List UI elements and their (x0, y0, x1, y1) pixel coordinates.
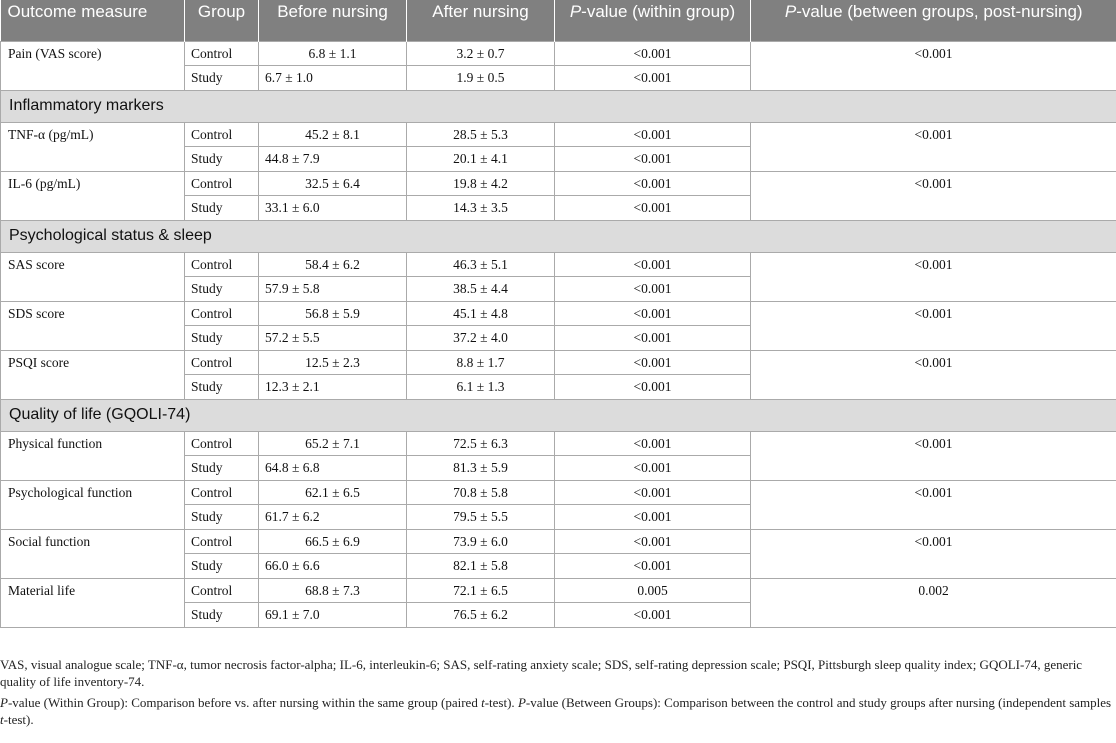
header-p-within (555, 0, 751, 41)
header-outcome-measure: Outcome measure (1, 0, 185, 41)
after-cell: 76.5 ± 6.2 (407, 603, 555, 628)
group-cell: Study (185, 375, 259, 400)
p-italic: P (0, 695, 8, 710)
group-cell: Study (185, 326, 259, 351)
group-cell: Control (185, 529, 259, 554)
after-cell: 37.2 ± 4.0 (407, 326, 555, 351)
before-cell: 56.8 ± 5.9 (259, 301, 407, 326)
p-between-cell: <0.001 (751, 350, 1116, 399)
group-cell: Control (185, 171, 259, 196)
before-cell: 44.8 ± 7.9 (259, 147, 407, 172)
p-within-cell: <0.001 (555, 277, 751, 302)
group-cell: Study (185, 277, 259, 302)
after-cell: 28.5 ± 5.3 (407, 122, 555, 147)
outcome-measure-cell: SDS score (1, 301, 185, 350)
p-within-cell: <0.001 (555, 66, 751, 91)
before-cell: 58.4 ± 6.2 (259, 252, 407, 277)
table-row (1, 529, 1116, 554)
group-cell: Control (185, 301, 259, 326)
table-row (1, 431, 1116, 456)
before-cell: 12.5 ± 2.3 (259, 350, 407, 375)
p-between-cell: <0.001 (751, 171, 1116, 220)
outcome-measure-cell: SAS score (1, 252, 185, 301)
p-within-cell: <0.001 (555, 375, 751, 400)
table-row (1, 171, 1116, 196)
before-cell: 66.5 ± 6.9 (259, 529, 407, 554)
group-cell: Study (185, 505, 259, 530)
after-cell: 73.9 ± 6.0 (407, 529, 555, 554)
before-cell: 33.1 ± 6.0 (259, 196, 407, 221)
t-italic: t (0, 712, 4, 727)
before-cell: 62.1 ± 6.5 (259, 480, 407, 505)
p-within-cell: <0.001 (555, 529, 751, 554)
header-before-nursing: Before nursing (259, 0, 407, 41)
p-within-cell: <0.001 (555, 603, 751, 628)
after-cell: 72.5 ± 6.3 (407, 431, 555, 456)
p-between-cell: <0.001 (751, 252, 1116, 301)
group-cell: Study (185, 603, 259, 628)
before-cell: 61.7 ± 6.2 (259, 505, 407, 530)
section-title: Quality of life (GQOLI-74) (1, 399, 1116, 431)
note-text: -test). (484, 695, 518, 710)
table-row (1, 480, 1116, 505)
group-cell: Study (185, 66, 259, 91)
outcome-measure-cell: Psychological function (1, 480, 185, 529)
group-cell: Control (185, 480, 259, 505)
header-p-between (751, 0, 1116, 41)
p-within-cell: <0.001 (555, 456, 751, 481)
after-cell: 81.3 ± 5.9 (407, 456, 555, 481)
outcome-measure-cell: IL-6 (pg/mL) (1, 171, 185, 220)
p-between-cell: <0.001 (751, 480, 1116, 529)
before-cell: 12.3 ± 2.1 (259, 375, 407, 400)
table-row (1, 41, 1116, 66)
outcome-measure-cell: Social function (1, 529, 185, 578)
table-row (1, 350, 1116, 375)
group-cell: Control (185, 350, 259, 375)
p-within-cell: <0.001 (555, 301, 751, 326)
outcome-measure-cell: Pain (VAS score) (1, 41, 185, 90)
after-cell: 19.8 ± 4.2 (407, 171, 555, 196)
before-cell: 65.2 ± 7.1 (259, 431, 407, 456)
after-cell: 20.1 ± 4.1 (407, 147, 555, 172)
p-italic: P (569, 2, 582, 21)
after-cell: 14.3 ± 3.5 (407, 196, 555, 221)
before-cell: 32.5 ± 6.4 (259, 171, 407, 196)
table-footnotes (0, 656, 1112, 732)
table-row (1, 301, 1116, 326)
before-cell: 6.7 ± 1.0 (259, 66, 407, 91)
before-cell: 57.9 ± 5.8 (259, 277, 407, 302)
outcome-measure-cell: Material life (1, 578, 185, 627)
p-within-cell: 0.005 (555, 578, 751, 603)
p-between-cell: <0.001 (751, 431, 1116, 480)
before-cell: 69.1 ± 7.0 (259, 603, 407, 628)
p-within-cell: <0.001 (555, 480, 751, 505)
p-between-cell: 0.002 (751, 578, 1116, 627)
p-within-cell: <0.001 (555, 122, 751, 147)
after-cell: 82.1 ± 5.8 (407, 554, 555, 579)
after-cell: 46.3 ± 5.1 (407, 252, 555, 277)
p-within-cell: <0.001 (555, 505, 751, 530)
section-row (1, 220, 1116, 252)
p-between-cell: <0.001 (751, 301, 1116, 350)
group-cell: Study (185, 456, 259, 481)
header-after-nursing: After nursing (407, 0, 555, 41)
before-cell: 45.2 ± 8.1 (259, 122, 407, 147)
group-cell: Control (185, 122, 259, 147)
p-italic: P (517, 695, 526, 710)
group-cell: Control (185, 252, 259, 277)
section-row (1, 399, 1116, 431)
group-cell: Control (185, 578, 259, 603)
p-between-cell: <0.001 (751, 529, 1116, 578)
section-title: Psychological status & sleep (1, 220, 1116, 252)
outcome-measure-cell: Physical function (1, 431, 185, 480)
group-cell: Control (185, 41, 259, 66)
after-cell: 70.8 ± 5.8 (407, 480, 555, 505)
after-cell: 79.5 ± 5.5 (407, 505, 555, 530)
p-italic: P (784, 2, 797, 21)
p-value-note (0, 694, 1112, 728)
p-within-cell: <0.001 (555, 326, 751, 351)
table-row (1, 252, 1116, 277)
p-within-cell: <0.001 (555, 147, 751, 172)
abbreviations-note: VAS, visual analogue scale; TNF-α, tumor necrosis factor-alpha; IL-6, interleukin-6; SAS, self-rating anxiety scale; SDS, self-rating depression scale; PSQI, Pittsburgh sleep quality index; GQOLI-74, generic quality of life inventory-74. (0, 657, 1083, 689)
p-between-cell: <0.001 (751, 122, 1116, 171)
note-text: -test). (3, 712, 34, 727)
note-text: -value (Within Group): Comparison before vs. after nursing within the same group (paired (7, 695, 482, 710)
table-row (1, 578, 1116, 603)
after-cell: 6.1 ± 1.3 (407, 375, 555, 400)
p-between-cell: <0.001 (751, 41, 1116, 90)
header-row (1, 0, 1116, 41)
after-cell: 45.1 ± 4.8 (407, 301, 555, 326)
header-p-between-text: -value (between groups, post-nursing) (796, 2, 1083, 21)
after-cell: 8.8 ± 1.7 (407, 350, 555, 375)
outcome-measure-cell: TNF-α (pg/mL) (1, 122, 185, 171)
t-italic: t (481, 695, 485, 710)
section-row (1, 90, 1116, 122)
before-cell: 6.8 ± 1.1 (259, 41, 407, 66)
p-within-cell: <0.001 (555, 252, 751, 277)
p-within-cell: <0.001 (555, 554, 751, 579)
header-group: Group (185, 0, 259, 41)
after-cell: 3.2 ± 0.7 (407, 41, 555, 66)
before-cell: 64.8 ± 6.8 (259, 456, 407, 481)
after-cell: 72.1 ± 6.5 (407, 578, 555, 603)
group-cell: Study (185, 147, 259, 172)
after-cell: 1.9 ± 0.5 (407, 66, 555, 91)
outcome-measure-cell: PSQI score (1, 350, 185, 399)
after-cell: 38.5 ± 4.4 (407, 277, 555, 302)
p-within-cell: <0.001 (555, 171, 751, 196)
table-row (1, 122, 1116, 147)
p-within-cell: <0.001 (555, 350, 751, 375)
before-cell: 66.0 ± 6.6 (259, 554, 407, 579)
section-title: Inflammatory markers (1, 90, 1116, 122)
note-text: -value (Between Groups): Comparison between the control and study groups after nursing (independent samples (525, 695, 1112, 710)
p-within-cell: <0.001 (555, 196, 751, 221)
p-within-cell: <0.001 (555, 431, 751, 456)
group-cell: Study (185, 554, 259, 579)
group-cell: Control (185, 431, 259, 456)
before-cell: 57.2 ± 5.5 (259, 326, 407, 351)
before-cell: 68.8 ± 7.3 (259, 578, 407, 603)
group-cell: Study (185, 196, 259, 221)
p-within-cell: <0.001 (555, 41, 751, 66)
header-p-within-text: -value (within group) (581, 2, 736, 21)
